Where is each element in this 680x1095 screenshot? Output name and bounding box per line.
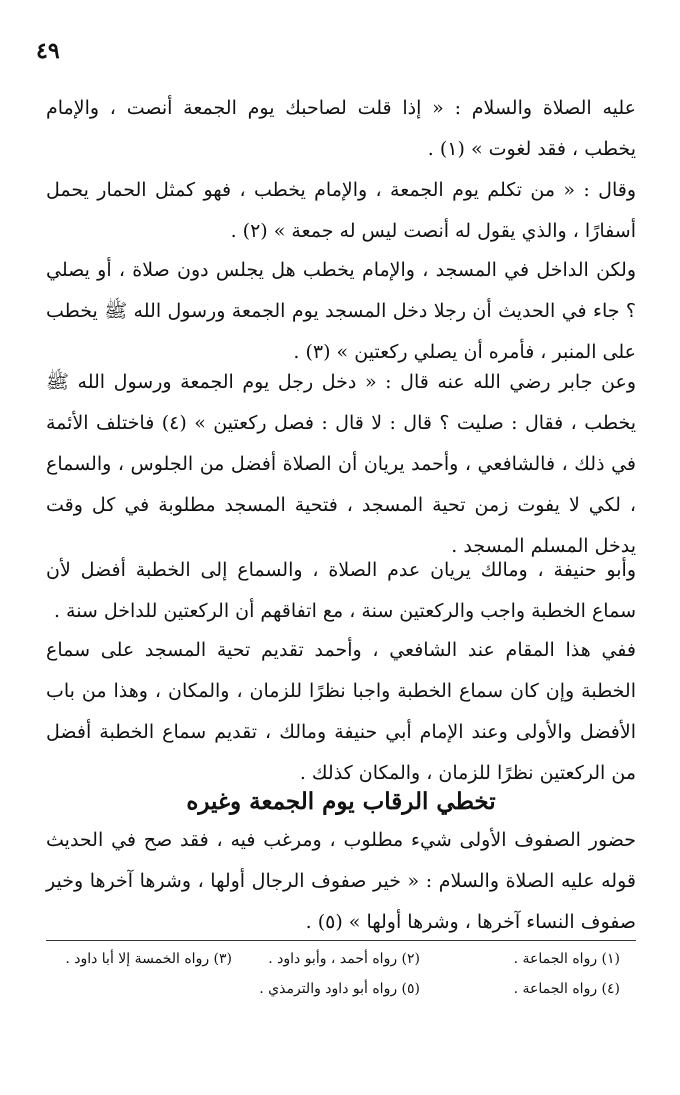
footnote-3: (٣) رواه الخمسة إلا أبا داود . [65, 951, 232, 967]
section-heading: تخطي الرقاب يوم الجمعة وغيره [186, 788, 496, 815]
paragraph-3: ولكن الداخل في المسجد ، والإمام يخطب هل يجلس دون صلاة ، أو يصلي ؟ جاء في الحديث أن رجلا دخل المسجد يوم الجمعة ورسول الله ﷺ يخطب على المنبر ، فأمره أن يصلي ركعتين » (٣) . [46, 259, 636, 363]
footnote-4: (٤) رواه الجماعة . [513, 981, 620, 997]
paragraph-2: وقال : « من تكلم يوم الجمعة ، والإمام يخطب ، فهو كمثل الحمار يحمل أسفارًا ، والذي يقول له أنصت ليس له جمعة » (٢) . [46, 179, 636, 242]
footnote-5: (٥) رواه أبو داود والترمذي . [259, 981, 420, 997]
paragraph-1: عليه الصلاة والسلام : « إذا قلت لصاحبك يوم الجمعة أنصت ، والإمام يخطب ، فقد لغوت » (١) . [46, 97, 636, 160]
footnote-1: (١) رواه الجماعة . [513, 951, 620, 967]
page-number: ٤٩ [36, 38, 60, 64]
footnote-divider [46, 940, 636, 941]
paragraph-4: وعن جابر رضي الله عنه قال : « دخل رجل يوم الجمعة ورسول الله ﷺ يخطب ، فقال : صليت ؟ قال : لا قال : فصل ركعتين » (٤) فاختلف الأئمة في ذلك ، فالشافعي ، وأحمد يريان أن الصلاة أفضل من الجلوس ، والسماع ، لكي لا يفوت زمن تحية المسجد ، فتحية المسجد مطلوبة في كل وقت يدخل المسلم المسجد . [46, 371, 636, 557]
paragraph-7: حضور الصفوف الأولى شيء مطلوب ، ومرغب فيه ، فقد صح في الحديث قوله عليه الصلاة والسلام : « خير صفوف الرجال أولها ، وشرها آخرها وخير صفوف النساء آخرها ، وشرها أولها » (٥) . [46, 829, 636, 933]
paragraph-6: ففي هذا المقام عند الشافعي ، وأحمد تقديم تحية المسجد على سماع الخطبة وإن كان سماع الخطبة واجبا نظرًا للزمان ، والمكان ، وهذا من باب الأفضل والأولى وعند الإمام أبي حنيفة ومالك ، تقديم سماع الخطبة أفضل من الركعتين نظرًا للزمان ، والمكان كذلك . [46, 639, 636, 784]
paragraph-5: وأبو حنيفة ، ومالك يريان عدم الصلاة ، والسماع إلى الخطبة أفضل لأن سماع الخطبة واجب والركعتين سنة ، مع اتفاقهم أن الركعتين للداخل سنة . [46, 559, 636, 622]
footnote-2: (٢) رواه أحمد ، وأبو داود . [268, 951, 420, 967]
